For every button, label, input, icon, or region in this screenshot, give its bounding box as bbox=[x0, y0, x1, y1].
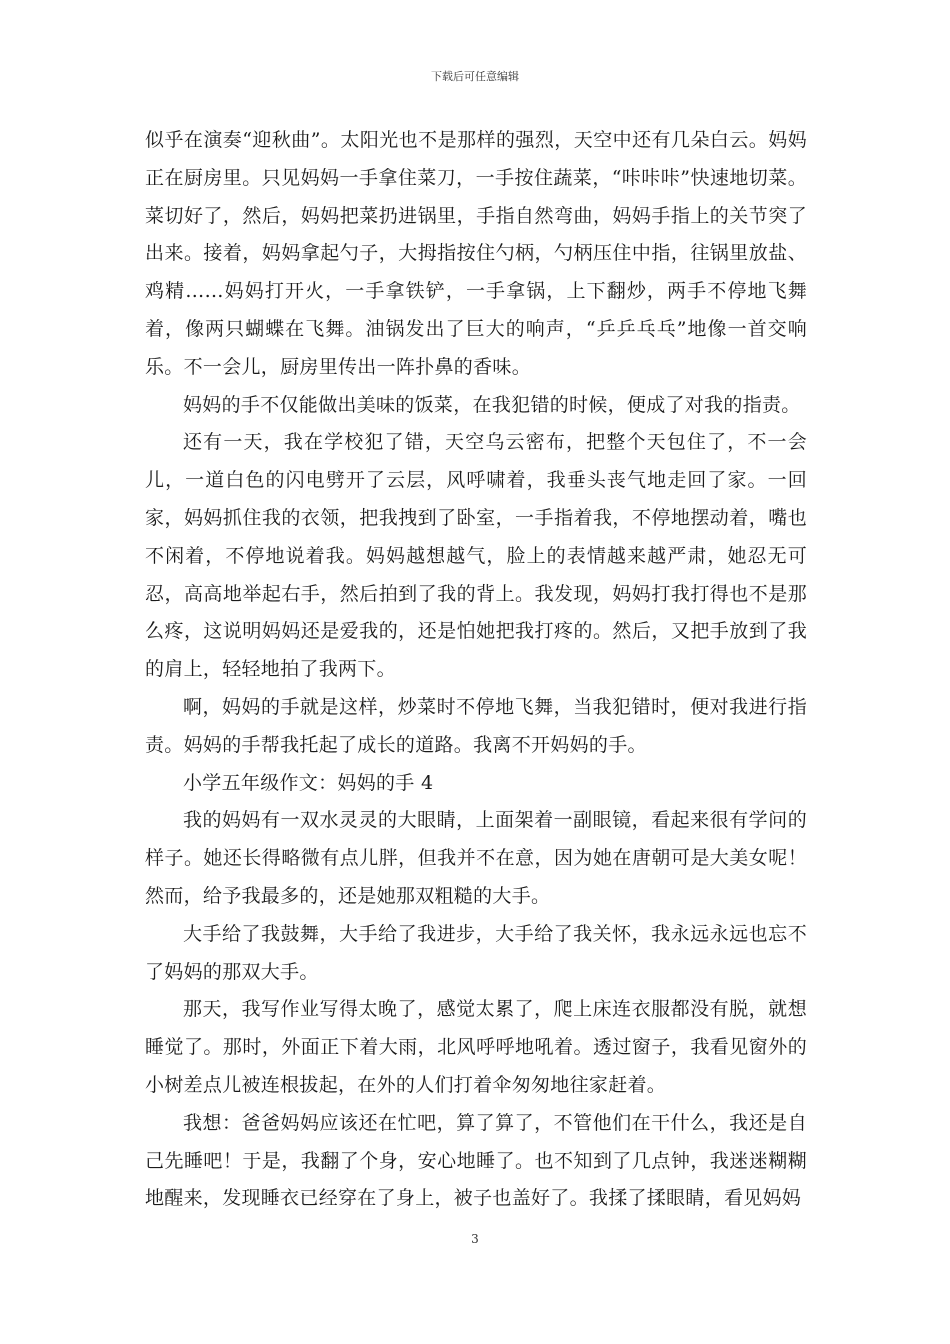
section-heading: 小学五年级作文：妈妈的手 4 bbox=[183, 771, 434, 794]
paragraph: 我想：爸爸妈妈应该还在忙吧，算了算了，不管他们在干什么，我还是自己先睡吧！于是，我翻了个身，安心地睡了。也不知到了几点钟，我迷迷糊糊地醒来，发现睡衣已经穿在了身上，被子也盖好了。我揉了揉眼睛，看见妈妈 bbox=[145, 1111, 807, 1210]
paragraph: 那天，我写作业写得太晚了，感觉太累了，爬上床连衣服都没有脱，就想睡觉了。那时，外面正下着大雨，北风呼呼地吼着。透过窗子，我看见窗外的小树差点儿被连根拔起，在外的人们打着伞匆匆地往家赶着。 bbox=[145, 998, 807, 1096]
paragraph: 我的妈妈有一双水灵灵的大眼睛，上面架着一副眼镜，看起来很有学问的样子。她还长得略微有点儿胖，但我并不在意，因为她在唐朝可是大美女呢！然而，给予我最多的，还是她那双粗糙的大手。 bbox=[145, 809, 807, 907]
paragraph: 大手给了我鼓舞，大手给了我进步，大手给了我关怀，我永远永远也忘不了妈妈的那双大手。 bbox=[145, 922, 807, 983]
paragraph: 妈妈的手不仅能做出美味的饭菜，在我犯错的时候，便成了对我的指责。 bbox=[183, 393, 801, 416]
page-number: 3 bbox=[471, 1232, 479, 1246]
paragraph: 还有一天，我在学校犯了错，天空乌云密布，把整个天包住了，不一会儿，一道白色的闪电劈开了云层，风呼啸着，我垂头丧气地走回了家。一回家，妈妈抓住我的衣领，把我拽到了卧室，一手指着我，不停地摆动着，嘴也不闲着，不停地说着我。妈妈越想越气，脸上的表情越来越严肃，她忍无可忍，高高地举起右手，然后拍到了我的背上。我发现，妈妈打我打得也不是那么疼，这说明妈妈还是爱我的，还是怕她把我打疼的。然后，又把手放到了我的肩上，轻轻地拍了我两下。 bbox=[145, 431, 807, 681]
paragraph: 啊，妈妈的手就是这样，炒菜时不停地飞舞，当我犯错时，便对我进行指责。妈妈的手帮我托起了成长的道路。我离不开妈妈的手。 bbox=[145, 695, 807, 756]
paragraph: 似乎在演奏“迎秋曲”。太阳光也不是那样的强烈，天空中还有几朵白云。妈妈正在厨房里。只见妈妈一手拿住菜刀，一手按住蔬菜，“咔咔咔”快速地切菜。菜切好了，然后，妈妈把菜扔进锅里，手指自然弯曲，妈妈手指上的关节突了出来。接着，妈妈拿起勺子，大拇指按住勺柄，勺柄压住中指，往锅里放盐、鸡精……妈妈打开火，一手拿铁铲，一手拿锅，上下翻炒，两手不停地飞舞着，像两只蝴蝶在飞舞。油锅发出了巨大的响声，“乒乒乓乓”地像一首交响乐。不一会儿，厨房里传出一阵扑鼻的香味。 bbox=[145, 129, 807, 378]
page-header: 下载后可任意编辑 bbox=[431, 70, 519, 83]
body-text bbox=[145, 122, 807, 1218]
